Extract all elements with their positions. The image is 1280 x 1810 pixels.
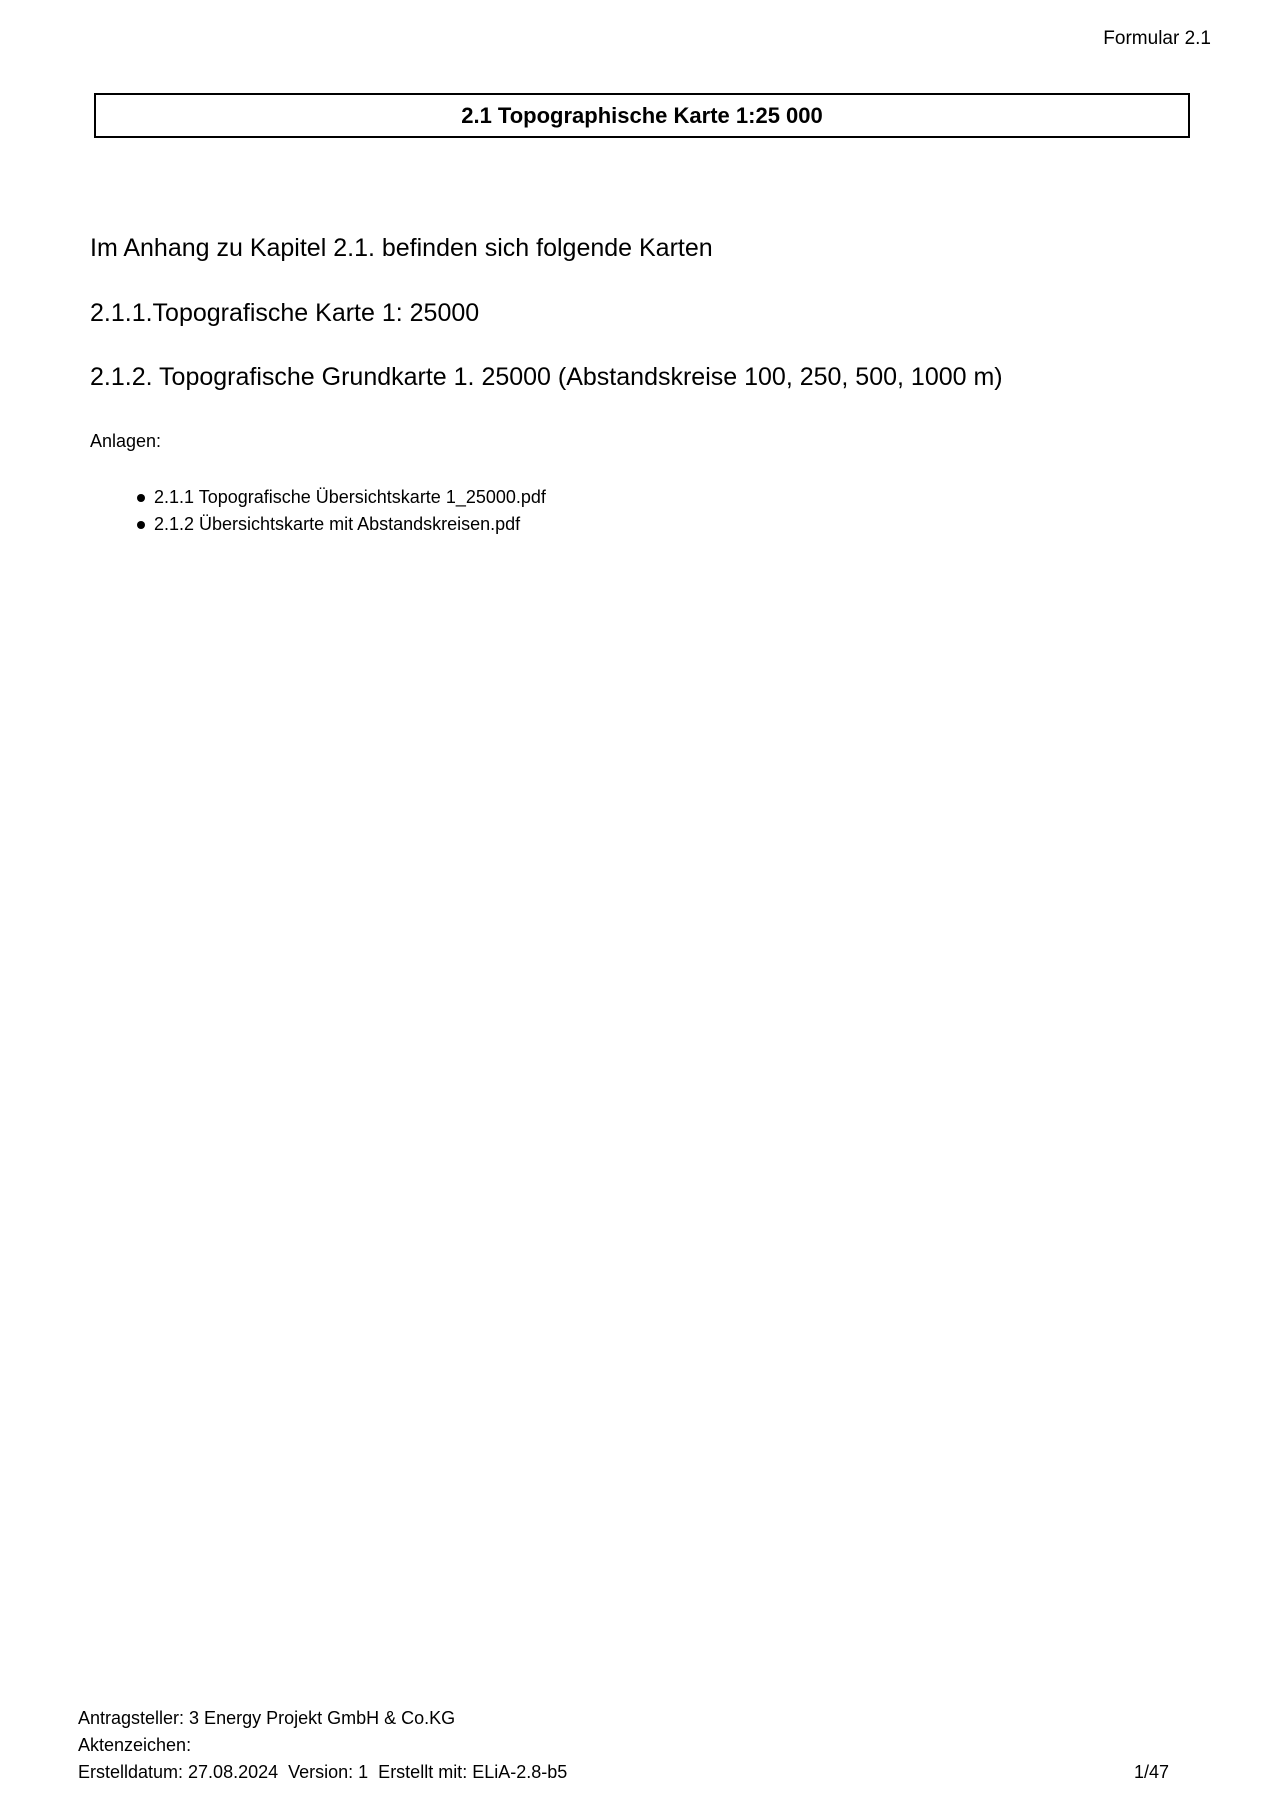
file-reference-line: Aktenzeichen: [78, 1735, 192, 1755]
attachment-item [137, 484, 546, 511]
attachment-item [137, 511, 546, 538]
page-footer [78, 1705, 567, 1786]
page-number: 1/47 [1133, 1762, 1169, 1782]
attachment-name: 2.1.2 Übersichtskarte mit Abstandskreisen.pdf [154, 514, 521, 534]
bullet-icon [137, 494, 145, 502]
intro-text: Im Anhang zu Kapitel 2.1. befinden sich folgende Karten [90, 234, 713, 262]
attachment-name: 2.1.1 Topografische Übersichtskarte 1_25000.pdf [154, 487, 546, 507]
section-title: 2.1 Topographische Karte 1:25 000 [461, 102, 823, 128]
creation-info-line: Erstelldatum: 27.08.2024 Version: 1 Erstellt mit: ELiA-2.8-b5 [78, 1762, 568, 1782]
bullet-icon [137, 521, 145, 529]
applicant-line: Antragsteller: 3 Energy Projekt GmbH & Co.KG [78, 1708, 456, 1728]
form-label: Formular 2.1 [1103, 28, 1211, 49]
map-entry-1: 2.1.1.Topografische Karte 1: 25000 [90, 299, 480, 327]
map-entry-2: 2.1.2. Topografische Grundkarte 1. 25000 (Abstandskreise 100, 250, 500, 1000 m) [90, 363, 1003, 391]
attachments-list [137, 484, 546, 538]
section-title-box [94, 93, 1190, 138]
attachments-label: Anlagen: [90, 431, 162, 451]
